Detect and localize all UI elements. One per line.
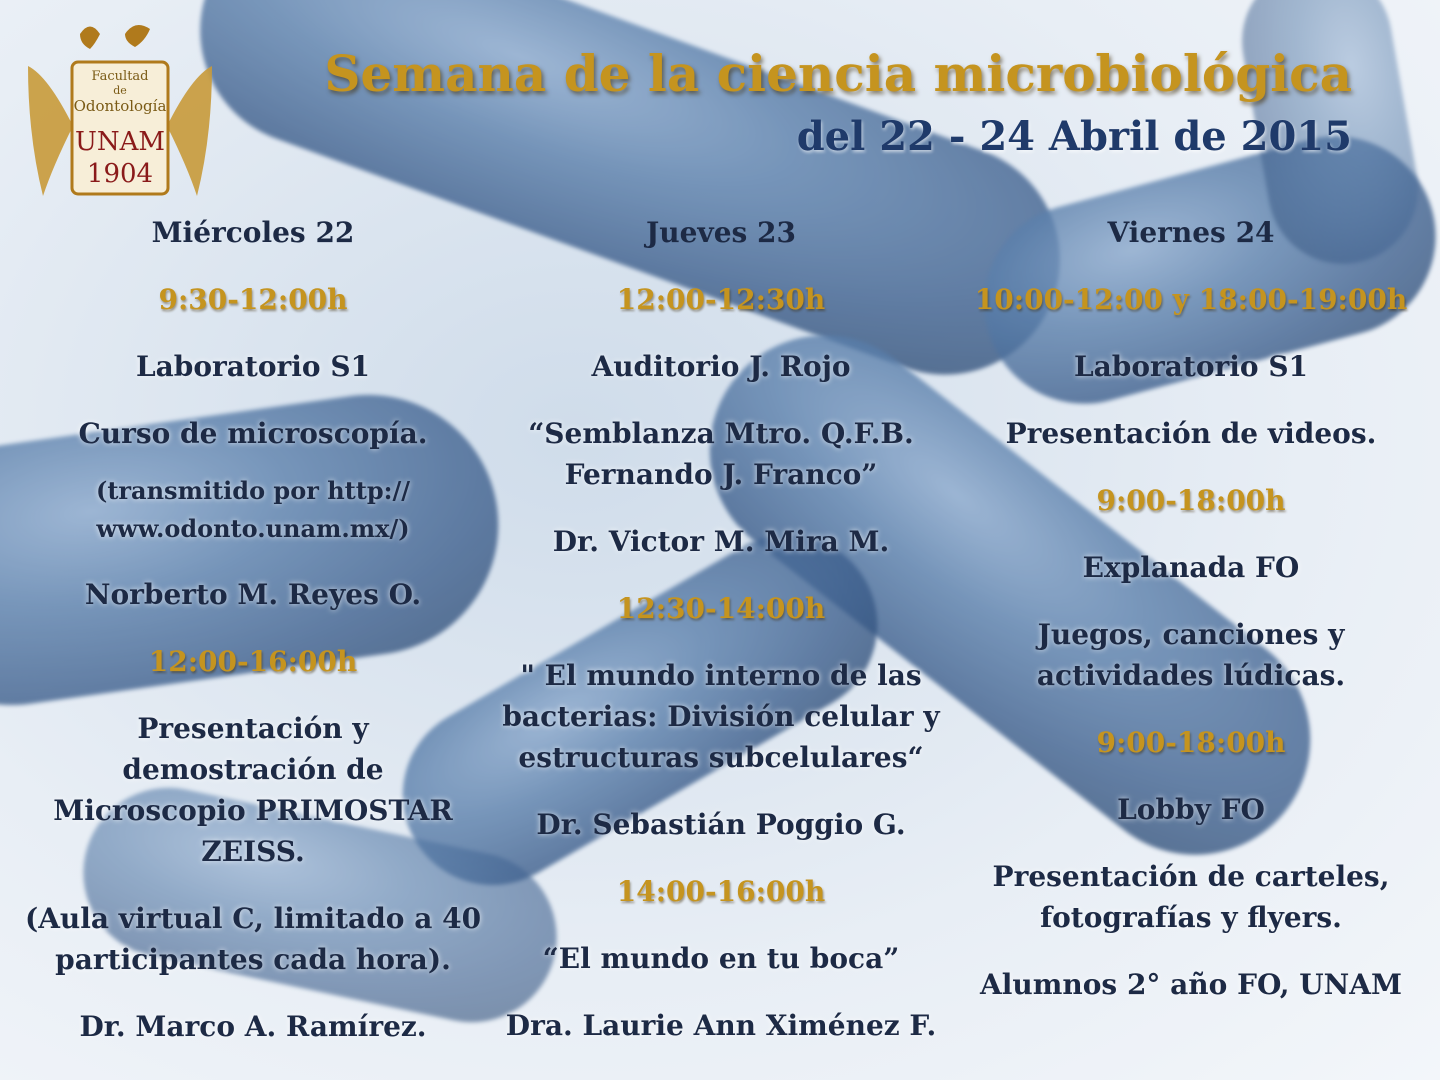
event-note: (Aula virtual C, limitado a 40 participantes cada hora). [24, 902, 482, 976]
event-title: Presentación de videos. [1005, 417, 1377, 450]
speaker: Dra. Laurie Ann Ximénez F. [505, 1009, 937, 1042]
svg-text:de: de [113, 84, 127, 97]
time-slot: 9:00-18:00h [1096, 726, 1286, 759]
time-slot: 12:30-14:00h [616, 592, 826, 625]
svg-text:Facultad: Facultad [91, 69, 149, 84]
speaker: Norberto M. Reyes O. [84, 578, 422, 611]
event-title: " El mundo interno de las bacterias: División celular y estructuras subcelulares“ [502, 659, 940, 774]
location: Explanada FO [1082, 551, 1300, 584]
event-title: Juegos, canciones y actividades lúdicas. [1036, 618, 1346, 692]
event-dates: del 22 - 24 Abril de 2015 [796, 113, 1352, 160]
event-title: Presentación de carteles, fotografías y flyers. [992, 860, 1390, 934]
location: Lobby FO [1117, 793, 1265, 826]
location: Laboratorio S1 [135, 350, 371, 383]
svg-text:UNAM: UNAM [74, 127, 166, 157]
time-slot: 9:00-18:00h [1096, 484, 1286, 517]
schedule-column-wednesday [18, 212, 488, 1073]
time-slot: 12:00-16:00h [148, 645, 358, 678]
svg-text:Odontología: Odontología [73, 97, 167, 115]
schedule-column-friday [956, 212, 1426, 1031]
schedule-column-thursday [486, 212, 956, 1072]
speaker: Dr. Sebastián Poggio G. [536, 808, 906, 841]
speaker: Dr. Victor M. Mira M. [552, 525, 890, 558]
event-title: Curso de microscopía. [78, 417, 428, 450]
time-slot: 10:00-12:00 y 18:00-19:00h [974, 283, 1408, 316]
day-heading: Jueves 23 [646, 216, 796, 249]
svg-text:1904: 1904 [86, 159, 154, 189]
event-title: “Semblanza Mtro. Q.F.B. Fernando J. Franco” [528, 417, 914, 491]
time-slot: 12:00-12:30h [616, 283, 826, 316]
location: Auditorio J. Rojo [591, 350, 851, 383]
speaker: Dr. Marco A. Ramírez. [79, 1010, 427, 1043]
event-title: Presentación y demostración de Microscopio PRIMOSTAR ZEISS. [53, 712, 453, 868]
location: Laboratorio S1 [1073, 350, 1309, 383]
day-heading: Miércoles 22 [151, 216, 355, 249]
speaker: Alumnos 2° año FO, UNAM [980, 968, 1402, 1001]
time-slot: 9:30-12:00h [158, 283, 348, 316]
unam-faculty-logo [20, 14, 220, 204]
page-title: Semana de la ciencia microbiológica [324, 44, 1352, 103]
event-note: (transmitido por http:// www.odonto.unam.mx/) [95, 476, 411, 543]
time-slot: 14:00-16:00h [616, 875, 826, 908]
event-title: “El mundo en tu boca” [542, 942, 900, 975]
day-heading: Viernes 24 [1107, 216, 1275, 249]
